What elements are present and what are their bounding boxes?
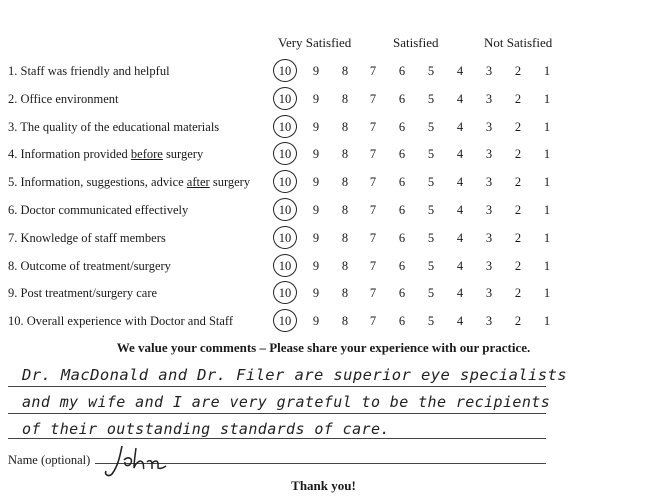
question-label: 2. Office environment bbox=[8, 91, 119, 106]
rating-option-6[interactable]: 6 bbox=[398, 230, 406, 245]
handwritten-comment-line-3: of their outstanding standards of care. bbox=[22, 420, 390, 438]
rating-option-3[interactable]: 3 bbox=[485, 203, 493, 217]
rating-option-1[interactable]: 1 bbox=[543, 91, 551, 106]
rating-option-8[interactable]: 8 bbox=[341, 258, 349, 273]
selected-rating-circle bbox=[273, 170, 297, 193]
question-row bbox=[0, 147, 647, 167]
rating-option-5[interactable]: 5 bbox=[427, 91, 435, 106]
question-label: 4. Information provided before surgery bbox=[8, 147, 204, 162]
rating-option-3[interactable]: 3 bbox=[485, 230, 493, 245]
rating-option-6[interactable]: 6 bbox=[398, 147, 406, 162]
question-row bbox=[0, 259, 647, 279]
rating-option-1[interactable]: 1 bbox=[543, 230, 551, 245]
handwritten-comment-line-2: and my wife and I are very grateful to be the recipients bbox=[22, 393, 551, 411]
rating-option-5[interactable]: 5 bbox=[427, 203, 435, 217]
rating-option-7[interactable]: 7 bbox=[369, 258, 377, 273]
rating-option-1[interactable]: 1 bbox=[543, 64, 551, 78]
rating-option-5[interactable]: 5 bbox=[427, 286, 435, 301]
rating-option-4[interactable]: 4 bbox=[456, 286, 464, 301]
rating-option-9[interactable]: 9 bbox=[312, 314, 320, 329]
rating-option-5[interactable]: 5 bbox=[427, 147, 435, 162]
rating-option-7[interactable]: 7 bbox=[369, 203, 377, 217]
rating-option-9[interactable]: 9 bbox=[312, 286, 320, 301]
rating-option-8[interactable]: 8 bbox=[341, 203, 349, 217]
rating-option-5[interactable]: 5 bbox=[427, 258, 435, 273]
rating-option-9[interactable]: 9 bbox=[312, 258, 320, 273]
question-label: 3. The quality of the educational materials bbox=[8, 119, 220, 134]
selected-rating-circle bbox=[273, 226, 297, 249]
question-row bbox=[0, 175, 647, 195]
thank-you-text: Thank you! bbox=[291, 478, 356, 493]
rating-option-9[interactable]: 9 bbox=[312, 64, 320, 78]
rating-option-10[interactable]: 10 bbox=[278, 147, 292, 162]
rating-option-7[interactable]: 7 bbox=[369, 91, 377, 106]
question-row bbox=[0, 64, 647, 84]
rating-option-6[interactable]: 6 bbox=[398, 175, 406, 190]
rating-option-1[interactable]: 1 bbox=[543, 147, 551, 162]
question-row bbox=[0, 203, 647, 223]
rating-option-1[interactable]: 1 bbox=[543, 203, 551, 217]
rating-option-8[interactable]: 8 bbox=[341, 64, 349, 78]
rating-option-3[interactable]: 3 bbox=[485, 147, 493, 162]
rating-option-4[interactable]: 4 bbox=[456, 314, 464, 329]
comment-line-2 bbox=[8, 413, 546, 414]
rating-option-5[interactable]: 5 bbox=[427, 119, 435, 134]
selected-rating-circle bbox=[273, 115, 297, 138]
rating-option-5[interactable]: 5 bbox=[427, 314, 435, 329]
question-label: 8. Outcome of treatment/surgery bbox=[8, 258, 171, 273]
rating-option-4[interactable]: 4 bbox=[456, 64, 464, 78]
rating-option-6[interactable]: 6 bbox=[398, 64, 406, 78]
selected-rating-circle bbox=[273, 87, 297, 110]
header-satisfied: Satisfied bbox=[393, 35, 439, 50]
signature-john bbox=[100, 442, 170, 478]
rating-option-2[interactable]: 2 bbox=[514, 175, 522, 190]
rating-option-5[interactable]: 5 bbox=[427, 64, 435, 78]
comment-line-1 bbox=[8, 386, 546, 387]
rating-option-7[interactable]: 7 bbox=[369, 147, 377, 162]
question-label: 9. Post treatment/surgery care bbox=[8, 286, 158, 301]
selected-rating-circle bbox=[273, 59, 297, 82]
rating-option-2[interactable]: 2 bbox=[514, 119, 522, 134]
rating-option-6[interactable]: 6 bbox=[398, 119, 406, 134]
rating-option-7[interactable]: 7 bbox=[369, 64, 377, 78]
rating-option-9[interactable]: 9 bbox=[312, 203, 320, 217]
rating-option-8[interactable]: 8 bbox=[341, 147, 349, 162]
rating-option-10[interactable]: 10 bbox=[278, 175, 292, 190]
rating-option-9[interactable]: 9 bbox=[312, 175, 320, 190]
comments-heading: We value your comments – Please share your experience with our practice. bbox=[116, 340, 531, 355]
selected-rating-circle bbox=[273, 281, 297, 304]
rating-option-7[interactable]: 7 bbox=[369, 119, 377, 134]
rating-option-10[interactable]: 10 bbox=[278, 91, 292, 106]
rating-option-2[interactable]: 2 bbox=[514, 91, 522, 106]
rating-option-3[interactable]: 3 bbox=[485, 64, 493, 78]
rating-option-3[interactable]: 3 bbox=[485, 175, 493, 190]
rating-option-8[interactable]: 8 bbox=[341, 230, 349, 245]
rating-option-5[interactable]: 5 bbox=[427, 230, 435, 245]
question-label: 6. Doctor communicated effectively bbox=[8, 203, 189, 217]
question-label: 1. Staff was friendly and helpful bbox=[8, 64, 170, 78]
rating-option-7[interactable]: 7 bbox=[369, 286, 377, 301]
rating-option-2[interactable]: 2 bbox=[514, 230, 522, 245]
question-label: 10. Overall experience with Doctor and Staff bbox=[8, 314, 234, 329]
rating-option-2[interactable]: 2 bbox=[514, 286, 522, 301]
header-not-satisfied: Not Satisfied bbox=[484, 35, 553, 50]
question-row bbox=[0, 92, 647, 112]
rating-option-3[interactable]: 3 bbox=[485, 91, 493, 106]
rating-option-2[interactable]: 2 bbox=[514, 258, 522, 273]
rating-option-9[interactable]: 9 bbox=[312, 91, 320, 106]
rating-option-10[interactable]: 10 bbox=[278, 203, 292, 217]
rating-option-3[interactable]: 3 bbox=[485, 314, 493, 329]
selected-rating-circle bbox=[273, 198, 297, 221]
rating-option-7[interactable]: 7 bbox=[369, 230, 377, 245]
rating-option-5[interactable]: 5 bbox=[427, 175, 435, 190]
rating-option-9[interactable]: 9 bbox=[312, 147, 320, 162]
selected-rating-circle bbox=[273, 254, 297, 277]
rating-option-8[interactable]: 8 bbox=[341, 119, 349, 134]
rating-option-1[interactable]: 1 bbox=[543, 314, 551, 329]
rating-option-4[interactable]: 4 bbox=[456, 147, 464, 162]
header-very-satisfied: Very Satisfied bbox=[278, 35, 352, 50]
rating-option-6[interactable]: 6 bbox=[398, 91, 406, 106]
rating-option-1[interactable]: 1 bbox=[543, 258, 551, 273]
selected-rating-circle bbox=[273, 309, 297, 332]
rating-option-3[interactable]: 3 bbox=[485, 286, 493, 301]
rating-option-7[interactable]: 7 bbox=[369, 175, 377, 190]
selected-rating-circle bbox=[273, 142, 297, 165]
rating-option-6[interactable]: 6 bbox=[398, 314, 406, 329]
rating-option-1[interactable]: 1 bbox=[543, 286, 551, 301]
rating-option-9[interactable]: 9 bbox=[312, 230, 320, 245]
rating-option-2[interactable]: 2 bbox=[514, 314, 522, 329]
rating-option-2[interactable]: 2 bbox=[514, 64, 522, 78]
rating-option-10[interactable]: 10 bbox=[278, 314, 292, 329]
name-label: Name (optional) bbox=[8, 453, 91, 467]
rating-option-8[interactable]: 8 bbox=[341, 286, 349, 301]
rating-option-4[interactable]: 4 bbox=[456, 175, 464, 190]
rating-option-1[interactable]: 1 bbox=[543, 175, 551, 190]
rating-option-4[interactable]: 4 bbox=[456, 230, 464, 245]
question-label: 7. Knowledge of staff members bbox=[8, 230, 166, 245]
rating-option-2[interactable]: 2 bbox=[514, 147, 522, 162]
rating-option-6[interactable]: 6 bbox=[398, 258, 406, 273]
question-row bbox=[0, 286, 647, 306]
rating-option-3[interactable]: 3 bbox=[485, 258, 493, 273]
rating-option-10[interactable]: 10 bbox=[278, 230, 292, 245]
rating-option-6[interactable]: 6 bbox=[398, 286, 406, 301]
rating-option-4[interactable]: 4 bbox=[456, 258, 464, 273]
rating-option-10[interactable]: 10 bbox=[278, 258, 292, 273]
rating-option-4[interactable]: 4 bbox=[456, 91, 464, 106]
rating-option-8[interactable]: 8 bbox=[341, 314, 349, 329]
rating-option-10[interactable]: 10 bbox=[278, 119, 292, 134]
question-row bbox=[0, 314, 647, 334]
rating-option-9[interactable]: 9 bbox=[312, 119, 320, 134]
rating-option-1[interactable]: 1 bbox=[543, 119, 551, 134]
rating-option-4[interactable]: 4 bbox=[456, 203, 464, 217]
rating-option-10[interactable]: 10 bbox=[278, 286, 292, 301]
rating-option-4[interactable]: 4 bbox=[456, 119, 464, 134]
rating-option-10[interactable]: 10 bbox=[278, 64, 292, 78]
rating-option-3[interactable]: 3 bbox=[485, 119, 493, 134]
rating-option-8[interactable]: 8 bbox=[341, 91, 349, 106]
rating-option-8[interactable]: 8 bbox=[341, 175, 349, 190]
comment-line-3 bbox=[8, 438, 546, 439]
handwritten-comment-line-1: Dr. MacDonald and Dr. Filer are superior eye specialists bbox=[22, 366, 567, 384]
rating-option-2[interactable]: 2 bbox=[514, 203, 522, 217]
question-row bbox=[0, 231, 647, 251]
rating-option-6[interactable]: 6 bbox=[398, 203, 406, 217]
rating-option-7[interactable]: 7 bbox=[369, 314, 377, 329]
question-label: 5. Information, suggestions, advice after surgery bbox=[8, 175, 251, 190]
question-row bbox=[0, 120, 647, 140]
